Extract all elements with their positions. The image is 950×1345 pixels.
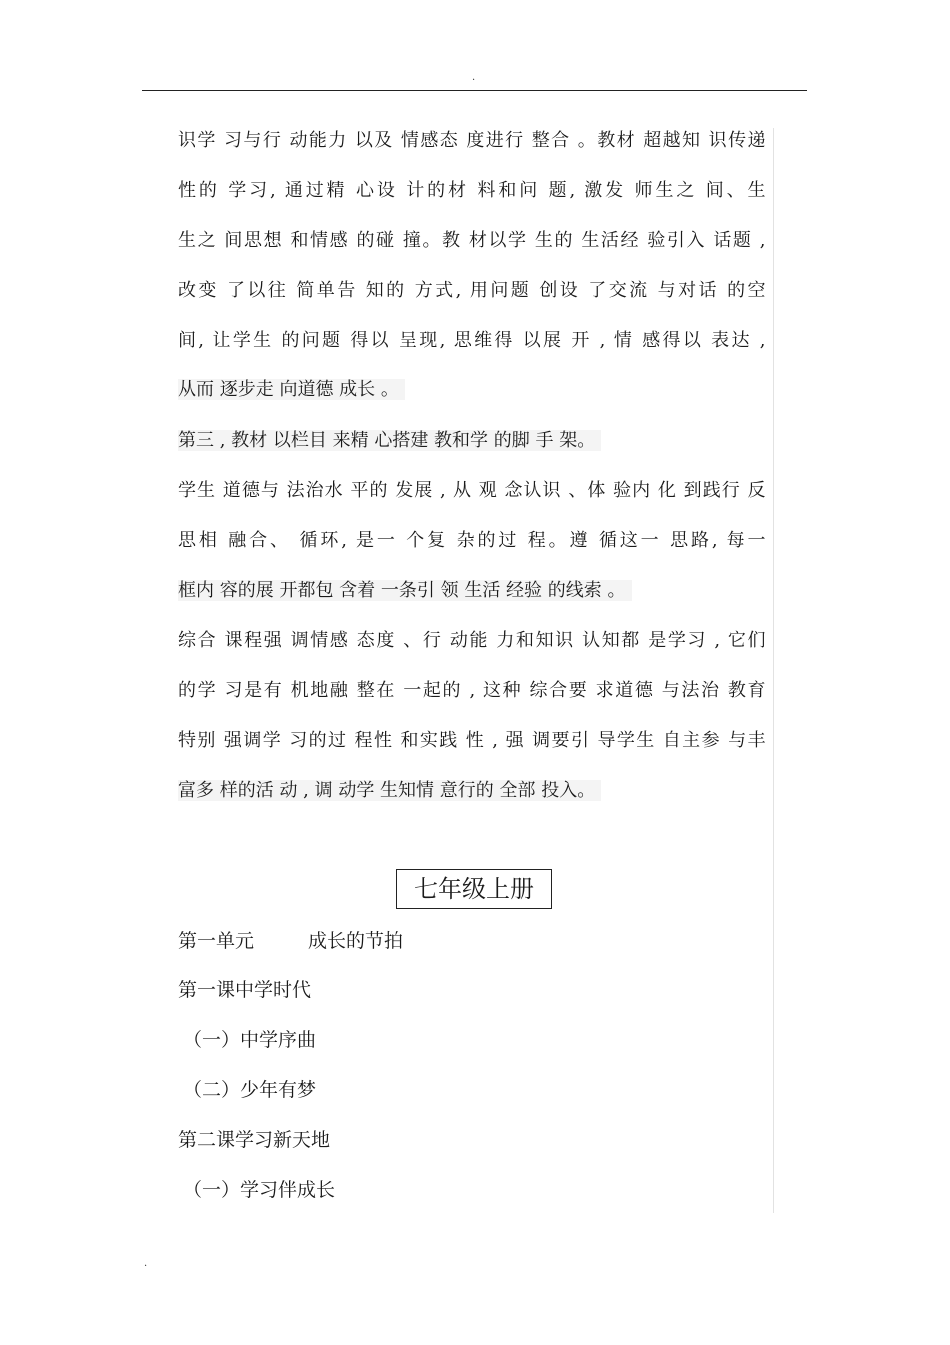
header-mark: . <box>472 72 476 83</box>
paragraph-line: 改变 了以往 简单告 知的 方式, 用问题 创设 了交流 与对话 的空 <box>178 280 766 301</box>
paragraph-line <box>178 375 405 405</box>
paragraph-line: 综合 课程强 调情感 态度 、行 动能 力和知识 认知都 是学习 , 它们 <box>178 630 766 651</box>
paragraph-line-text: 框内 容的展 开都包 含着 一条引 领 生活 经验 的线索 。 <box>178 580 632 601</box>
paragraph-line: 学生 道德与 法治水 平的 发展 , 从 观 念认识 、体 验内 化 到践行 反 <box>178 480 766 501</box>
paragraph-line-text: 从而 逐步走 向道德 成长 。 <box>178 379 405 400</box>
paragraph-line <box>178 576 632 606</box>
paragraph-line: 识学 习与行 动能力 以及 情感态 度进行 整合 。教材 超越知 识传递 <box>178 130 766 151</box>
paragraph-line: 特别 强调学 习的过 程性 和实践 性 , 强 调要引 导学生 自主参 与丰 <box>178 730 766 751</box>
paragraph-line <box>178 776 601 806</box>
lesson-heading: 第二课学习新天地 <box>178 1129 331 1151</box>
header-rule <box>142 90 807 91</box>
lesson-subitem: （一）学习伴成长 <box>183 1179 336 1201</box>
paragraph-line: 的学 习是有 机地融 整在 一起的 , 这种 综合要 求道德 与法治 教育 <box>178 680 766 701</box>
paragraph-line: 间, 让学生 的问题 得以 呈现, 思维得 以展 开 , 情 感得以 表达 , <box>178 330 766 351</box>
margin-rule <box>773 128 774 1213</box>
unit-label: 第一单元 <box>178 930 255 952</box>
paragraph-line: 生之 间思想 和情感 的碰 撞。教 材以学 生的 生活经 验引入 话题 , <box>178 230 766 251</box>
lesson-subitem: （一）中学序曲 <box>183 1029 317 1051</box>
paragraph-line-text: 富多 样的活 动 , 调 动学 生知情 意行的 全部 投入。 <box>178 780 601 801</box>
unit-name: 成长的节拍 <box>308 930 404 952</box>
paragraph-heading <box>178 426 601 456</box>
lesson-heading: 第一课中学时代 <box>178 979 312 1001</box>
lesson-subitem: （二）少年有梦 <box>183 1079 317 1101</box>
unit-heading <box>178 926 403 956</box>
paragraph-heading-text: 第三 , 教材 以栏目 来精 心搭建 教和学 的脚 手 架。 <box>178 430 601 451</box>
footer-mark: . <box>144 1258 148 1269</box>
paragraph-line: 思相 融合、 循环, 是一 个复 杂的过 程。遵 循这一 思路, 每一 <box>178 530 766 551</box>
section-title: 七年级上册 <box>396 869 552 909</box>
paragraph-line: 性的 学习, 通过精 心设 计的材 料和问 题, 激发 师生之 间、生 <box>178 180 766 201</box>
